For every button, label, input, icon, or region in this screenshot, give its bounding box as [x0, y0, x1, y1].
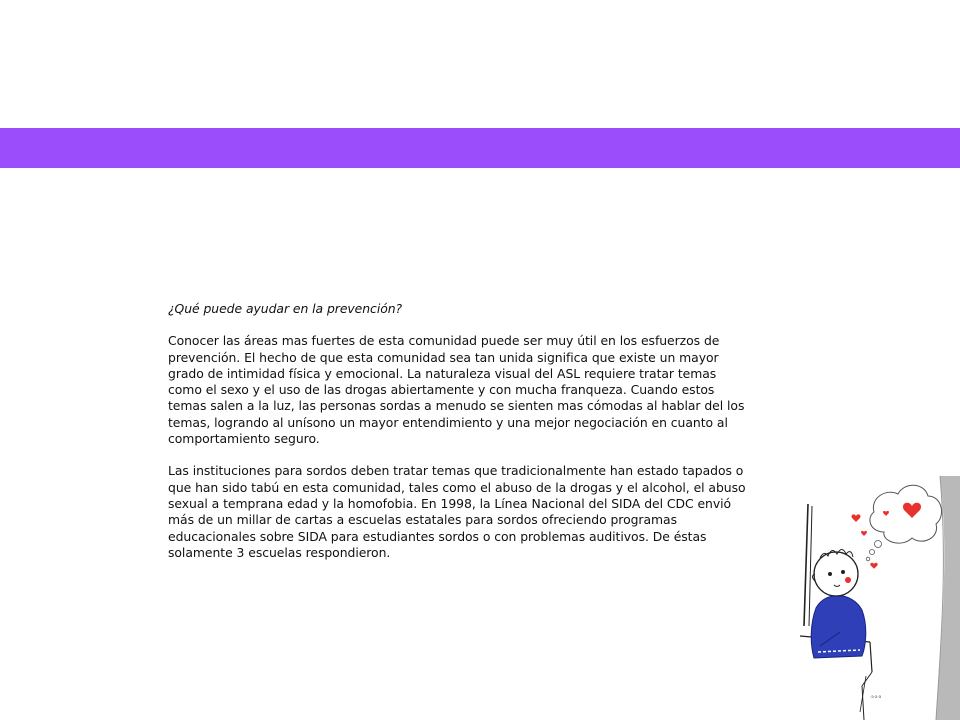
cloud-bubble: [870, 550, 875, 555]
cloud-bubble: [875, 541, 882, 548]
child-cheek: [845, 577, 851, 583]
header-color-band: [0, 128, 960, 168]
step-line: [862, 672, 872, 686]
slide-text-block: [168, 301, 752, 577]
wall-line: [809, 506, 812, 626]
paragraph-institutions: Las instituciones para sordos deben tratar temas que tradicionalmente han estado tapados o que han sido tabú en esta comunidad, tales como el abuso de la drogas y el alcohol, el abuso sexual a temprana edad y la homofobia. En 1998, la Línea Nacional del SIDA del CDC envió más de un millar de cartas a escuelas estatales para sordos ofreciendo programas educacionales sobre SIDA para estudiantes sordos o con problemas auditivos. De éstas solamente 3 escuelas respondieron.: [168, 463, 746, 560]
wall-line: [804, 504, 808, 626]
child-eye: [841, 570, 845, 574]
heart-icon: [861, 531, 867, 536]
thought-cloud: [870, 485, 942, 543]
child-head: [814, 552, 858, 596]
child-eye: [828, 572, 832, 576]
heart-icon: [851, 514, 860, 522]
child-dress: [811, 595, 866, 658]
heart-icon: [870, 563, 877, 569]
artist-mark: ·a·a·a: [870, 694, 882, 699]
slide-heading: ¿Qué puede ayudar en la prevención?: [168, 301, 403, 316]
cloud-bubble: [866, 557, 870, 561]
child-with-hearts-drawing-icon: [790, 476, 960, 720]
paragraph-prevention-strengths: Conocer las áreas mas fuertes de esta comunidad puede ser muy útil en los esfuerzos de prevención. El hecho de que esta comunidad sea tan unida significa que existe un mayor grado de intimidad física y emocional. La naturaleza visual del ASL requiere tratar temas como el sexo y el uso de las drogas abiertamente y con mucha franqueza. Cuando estos temas salen a la luz, las personas sordas a menudo se sienten mas cómodas al hablar del los temas, logrando al unísono un mayor entendimiento y una mejor negociación en cuanto al comportamiento seguro.: [168, 333, 745, 447]
step-line: [870, 642, 872, 672]
